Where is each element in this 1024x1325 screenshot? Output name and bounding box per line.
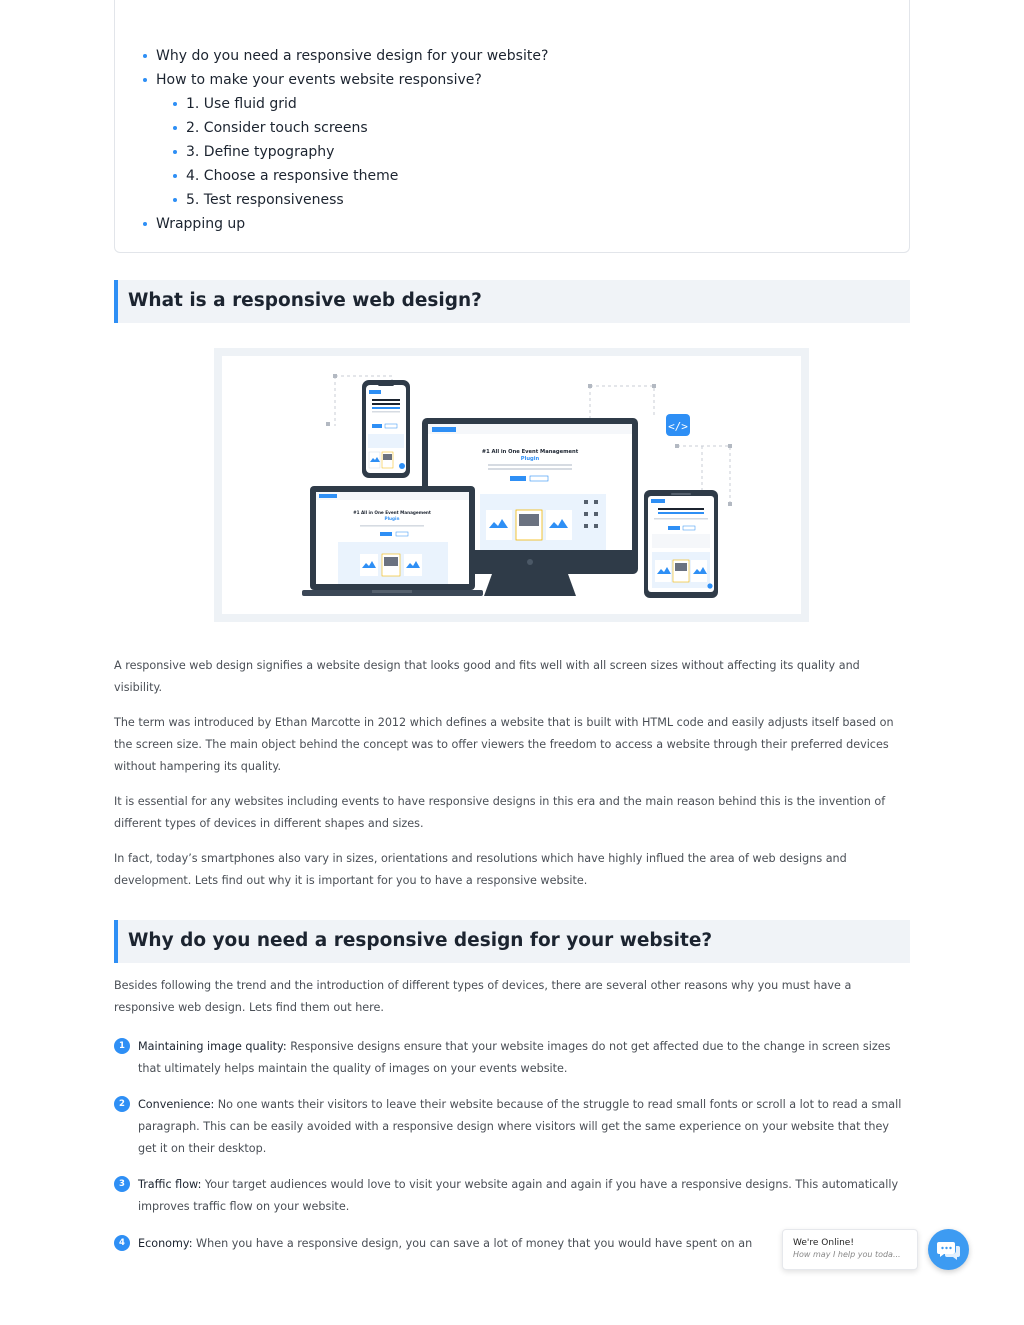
reason-title: Convenience: — [138, 1098, 215, 1111]
reason-title: Maintaining image quality: — [138, 1040, 287, 1053]
section-heading-what-is: What is a responsive web design? — [114, 280, 910, 323]
laptop-headline-accent: Plugin — [384, 516, 400, 521]
number-badge: 2 — [114, 1096, 130, 1112]
phone-mockup-right — [644, 490, 718, 598]
reason-body: No one wants their visitors to leave their website because of the struggle to read small fonts or scroll a lot to read a small paragraph. This can be easily avoided with a responsive design where visitors will get the same experience on your website that they get it on their desktop. — [138, 1098, 902, 1155]
toc-item-test-responsiveness[interactable]: 5. Test responsiveness — [173, 189, 548, 213]
section-heading-why-need: Why do you need a responsive design for your website? — [114, 920, 910, 963]
reason-text — [138, 1036, 910, 1080]
toc-item-typography[interactable]: 3. Define typography — [173, 141, 548, 165]
reason-body: Responsive designs ensure that your website images do not get affected due to the change in screen sizes that ultimately helps maintain the quality of images on your events website. — [138, 1040, 891, 1075]
toc-item-responsive-theme[interactable]: 4. Choose a responsive theme — [173, 165, 548, 189]
reason-title: Traffic flow: — [138, 1178, 202, 1191]
laptop-headline: #1 All in One Event Management — [353, 510, 431, 515]
reason-title: Economy: — [138, 1237, 193, 1250]
reason-body: When you have a responsive design, you can save a lot of money that you would have spent on an — [192, 1237, 753, 1250]
paragraph-importance: It is essential for any websites including events to have responsive designs in this era and the main reason behind this is the invention of different types of devices in different shapes and sizes. — [114, 795, 886, 830]
responsive-devices-illustration — [214, 348, 809, 622]
paragraph-smartphones: In fact, today’s smartphones also vary in sizes, orientations and resolutions which have highly influed the area of web designs and development. Lets find out why it is important for you to have a responsive website. — [114, 852, 847, 887]
number-badge: 1 — [114, 1038, 130, 1054]
table-of-contents — [114, 0, 910, 253]
paragraph-reasons-intro: Besides following the trend and the introduction of different types of devices, there are several other reasons why you must have a responsive web design. Lets find them out here. — [114, 979, 852, 1014]
toc-item-how-to[interactable]: How to make your events website responsive? — [143, 69, 548, 93]
phone-mockup-left — [362, 380, 410, 478]
toc-list — [143, 45, 548, 237]
toc-item-fluid-grid[interactable]: 1. Use fluid grid — [173, 93, 548, 117]
desktop-headline: #1 All in One Event Management — [481, 449, 579, 455]
toc-item-why-responsive[interactable]: Why do you need a responsive design for your website? — [143, 45, 548, 69]
chat-title: We're Online! — [793, 1238, 854, 1248]
reason-text — [138, 1174, 910, 1218]
chat-subtitle: How may I help you toda... — [793, 1250, 901, 1259]
reason-text — [138, 1094, 910, 1160]
code-icon — [666, 414, 690, 436]
reason-body: Your target audiences would love to visit your website again and again if you have a responsive designs. This automatically improves traffic flow on your website. — [138, 1178, 899, 1213]
reason-item-economy — [114, 1233, 782, 1257]
paragraph-definition: A responsive web design signifies a website design that looks good and fits well with all screen sizes without affecting its quality and visibility. — [114, 659, 860, 694]
chat-greeting-bubble[interactable] — [782, 1229, 918, 1270]
number-badge: 4 — [114, 1235, 130, 1251]
reason-text — [138, 1233, 782, 1255]
devices-svg — [222, 356, 801, 614]
chat-launcher-button[interactable] — [928, 1229, 969, 1270]
laptop-mockup — [302, 486, 483, 596]
reason-item-image-quality — [114, 1036, 910, 1080]
number-badge: 3 — [114, 1176, 130, 1192]
reason-item-traffic-flow — [114, 1174, 910, 1218]
svg-text:</>: </> — [668, 420, 688, 433]
toc-item-wrapping-up[interactable]: Wrapping up — [143, 213, 548, 237]
illustration-canvas — [222, 356, 801, 614]
chat-icon — [928, 1229, 969, 1270]
toc-item-touch-screens[interactable]: 2. Consider touch screens — [173, 117, 548, 141]
paragraph-history: The term was introduced by Ethan Marcotte in 2012 which defines a website that is built with HTML code and easily adjusts itself based on the screen size. The main object behind the concept was to offer viewers the freedom to access a website through their preferred devices without hampering its quality. — [114, 716, 894, 773]
reason-item-convenience — [114, 1094, 910, 1160]
desktop-headline-accent: Plugin — [520, 456, 540, 462]
